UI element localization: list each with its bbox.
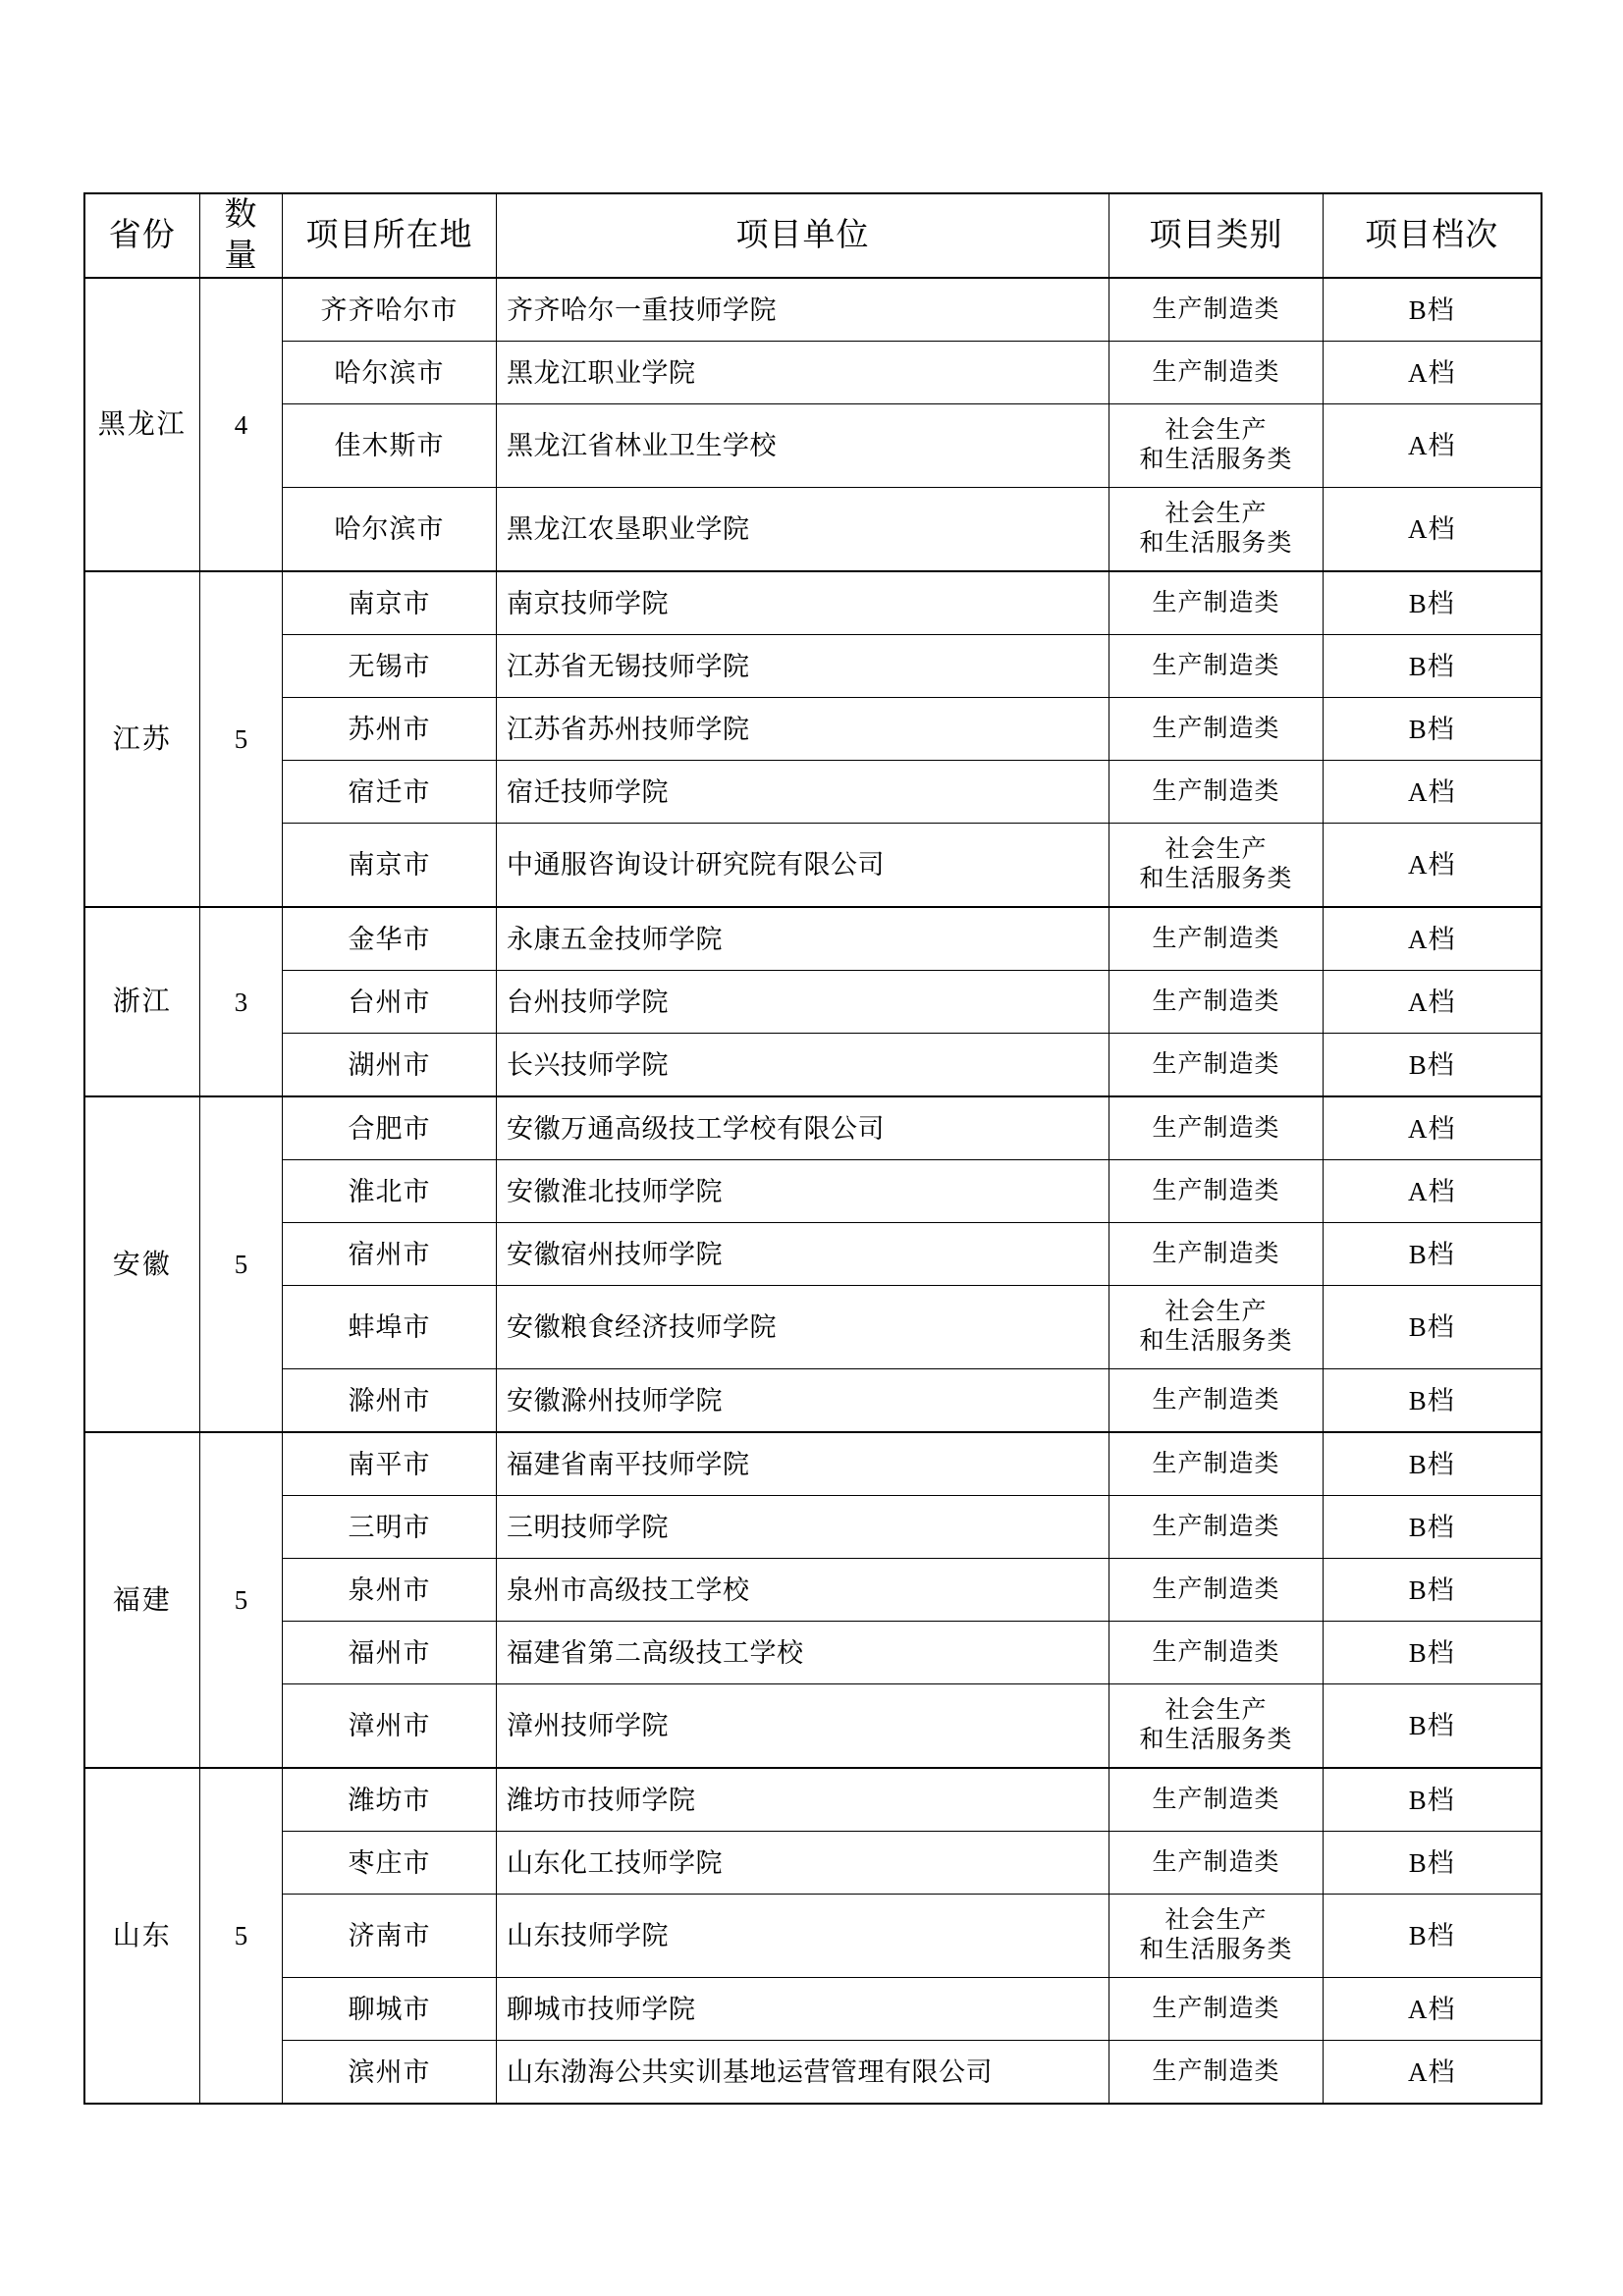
category-line: 社会生产 — [1164, 1696, 1268, 1724]
cell-location: 聊城市 — [283, 1978, 497, 2041]
cell-category: 生产制造类 — [1109, 1369, 1324, 1433]
cell-category: 生产制造类 — [1109, 1496, 1324, 1559]
cell-unit: 江苏省苏州技师学院 — [497, 698, 1109, 761]
cell-location: 福州市 — [283, 1622, 497, 1684]
category-line: 和生活服务类 — [1139, 1937, 1293, 1964]
cell-category: 生产制造类 — [1109, 1978, 1324, 2041]
cell-location: 南平市 — [283, 1432, 497, 1496]
cell-category: 生产制造类 — [1109, 907, 1324, 971]
cell-grade: A档 — [1324, 824, 1542, 908]
cell-location: 潍坊市 — [283, 1768, 497, 1832]
cell-grade: B档 — [1324, 1895, 1542, 1978]
table-body — [84, 278, 1542, 2104]
table-header — [84, 193, 1542, 278]
table-row — [84, 1768, 1542, 1832]
cell-location: 台州市 — [283, 971, 497, 1034]
cell-category: 生产制造类 — [1109, 1832, 1324, 1895]
project-list-table — [83, 192, 1542, 2105]
cell-category: 生产制造类 — [1109, 1559, 1324, 1622]
table-row — [84, 971, 1542, 1034]
cell-location: 南京市 — [283, 824, 497, 908]
cell-category: 生产制造类 — [1109, 1096, 1324, 1160]
cell-grade: A档 — [1324, 907, 1542, 971]
cell-location: 无锡市 — [283, 635, 497, 698]
cell-unit: 长兴技师学院 — [497, 1034, 1109, 1097]
category-line: 社会生产 — [1164, 416, 1268, 444]
cell-unit: 山东渤海公共实训基地运营管理有限公司 — [497, 2041, 1109, 2105]
cell-grade: A档 — [1324, 1096, 1542, 1160]
cell-unit: 泉州市高级技工学校 — [497, 1559, 1109, 1622]
table-row — [84, 761, 1542, 824]
cell-category: 生产制造类 — [1109, 278, 1324, 342]
cell-category: 生产制造类 — [1109, 1622, 1324, 1684]
cell-category: 生产制造类 — [1109, 1223, 1324, 1286]
column-header-category: 项目类别 — [1109, 193, 1324, 278]
cell-unit: 三明技师学院 — [497, 1496, 1109, 1559]
column-header-count: 数量 — [200, 193, 283, 278]
cell-grade: A档 — [1324, 2041, 1542, 2105]
cell-unit: 山东技师学院 — [497, 1895, 1109, 1978]
cell-unit: 江苏省无锡技师学院 — [497, 635, 1109, 698]
cell-grade: A档 — [1324, 971, 1542, 1034]
cell-unit: 安徽万通高级技工学校有限公司 — [497, 1096, 1109, 1160]
cell-unit: 永康五金技师学院 — [497, 907, 1109, 971]
cell-grade: A档 — [1324, 1978, 1542, 2041]
cell-grade: B档 — [1324, 1622, 1542, 1684]
table-row — [84, 404, 1542, 488]
cell-grade: A档 — [1324, 761, 1542, 824]
cell-grade: B档 — [1324, 1832, 1542, 1895]
cell-category — [1109, 824, 1324, 908]
cell-unit: 山东化工技师学院 — [497, 1832, 1109, 1895]
cell-unit: 安徽宿州技师学院 — [497, 1223, 1109, 1286]
table-row — [84, 824, 1542, 908]
cell-location: 湖州市 — [283, 1034, 497, 1097]
cell-category: 生产制造类 — [1109, 342, 1324, 404]
cell-unit: 黑龙江农垦职业学院 — [497, 488, 1109, 572]
cell-unit: 安徽滁州技师学院 — [497, 1369, 1109, 1433]
table-row — [84, 2041, 1542, 2105]
cell-grade: A档 — [1324, 342, 1542, 404]
table-container — [83, 192, 1541, 2105]
cell-province: 山东 — [84, 1768, 200, 2104]
table-row — [84, 1096, 1542, 1160]
table-row — [84, 488, 1542, 572]
cell-count: 5 — [200, 1432, 283, 1768]
category-line: 社会生产 — [1164, 500, 1268, 527]
table-row — [84, 1369, 1542, 1433]
table-row — [84, 1978, 1542, 2041]
cell-count: 5 — [200, 571, 283, 907]
cell-location: 佳木斯市 — [283, 404, 497, 488]
category-line: 和生活服务类 — [1139, 1727, 1293, 1754]
column-header-province: 省份 — [84, 193, 200, 278]
cell-unit: 漳州技师学院 — [497, 1684, 1109, 1769]
cell-grade: B档 — [1324, 1559, 1542, 1622]
cell-province: 黑龙江 — [84, 278, 200, 571]
table-row — [84, 571, 1542, 635]
cell-count: 5 — [200, 1768, 283, 2104]
cell-category: 生产制造类 — [1109, 2041, 1324, 2105]
category-line: 社会生产 — [1164, 1298, 1268, 1325]
cell-grade: B档 — [1324, 1286, 1542, 1369]
cell-category — [1109, 1286, 1324, 1369]
cell-unit: 福建省第二高级技工学校 — [497, 1622, 1109, 1684]
cell-location: 滨州市 — [283, 2041, 497, 2105]
table-row — [84, 278, 1542, 342]
table-row — [84, 698, 1542, 761]
table-row — [84, 1432, 1542, 1496]
cell-grade: B档 — [1324, 1432, 1542, 1496]
cell-category: 生产制造类 — [1109, 571, 1324, 635]
cell-unit: 福建省南平技师学院 — [497, 1432, 1109, 1496]
category-line: 社会生产 — [1164, 835, 1268, 863]
cell-grade: A档 — [1324, 404, 1542, 488]
cell-unit: 齐齐哈尔一重技师学院 — [497, 278, 1109, 342]
cell-grade: B档 — [1324, 571, 1542, 635]
category-line: 和生活服务类 — [1139, 530, 1293, 558]
cell-province: 江苏 — [84, 571, 200, 907]
cell-province: 福建 — [84, 1432, 200, 1768]
table-row — [84, 1496, 1542, 1559]
cell-location: 哈尔滨市 — [283, 342, 497, 404]
category-line: 和生活服务类 — [1139, 1328, 1293, 1356]
cell-grade: B档 — [1324, 1034, 1542, 1097]
cell-count: 4 — [200, 278, 283, 571]
cell-unit: 潍坊市技师学院 — [497, 1768, 1109, 1832]
cell-location: 合肥市 — [283, 1096, 497, 1160]
cell-unit: 安徽粮食经济技师学院 — [497, 1286, 1109, 1369]
table-row — [84, 1559, 1542, 1622]
cell-unit: 聊城市技师学院 — [497, 1978, 1109, 2041]
cell-grade: B档 — [1324, 278, 1542, 342]
cell-location: 滁州市 — [283, 1369, 497, 1433]
cell-location: 齐齐哈尔市 — [283, 278, 497, 342]
table-row — [84, 1832, 1542, 1895]
cell-location: 蚌埠市 — [283, 1286, 497, 1369]
cell-location: 枣庄市 — [283, 1832, 497, 1895]
cell-category: 生产制造类 — [1109, 698, 1324, 761]
cell-unit: 宿迁技师学院 — [497, 761, 1109, 824]
cell-category: 生产制造类 — [1109, 635, 1324, 698]
cell-grade: B档 — [1324, 635, 1542, 698]
column-header-unit: 项目单位 — [497, 193, 1109, 278]
table-row — [84, 1034, 1542, 1097]
table-row — [84, 1895, 1542, 1978]
cell-unit: 黑龙江省林业卫生学校 — [497, 404, 1109, 488]
cell-location: 宿州市 — [283, 1223, 497, 1286]
header-row — [84, 193, 1542, 278]
cell-grade: B档 — [1324, 1684, 1542, 1769]
cell-category: 生产制造类 — [1109, 1034, 1324, 1097]
cell-count: 3 — [200, 907, 283, 1096]
cell-location: 南京市 — [283, 571, 497, 635]
category-line: 和生活服务类 — [1139, 866, 1293, 893]
cell-location: 哈尔滨市 — [283, 488, 497, 572]
cell-category — [1109, 1684, 1324, 1769]
cell-grade: B档 — [1324, 1496, 1542, 1559]
cell-unit: 安徽淮北技师学院 — [497, 1160, 1109, 1223]
table-row — [84, 342, 1542, 404]
category-line: 和生活服务类 — [1139, 447, 1293, 474]
cell-grade: B档 — [1324, 1369, 1542, 1433]
cell-category — [1109, 488, 1324, 572]
cell-category: 生产制造类 — [1109, 1432, 1324, 1496]
cell-category: 生产制造类 — [1109, 971, 1324, 1034]
column-header-grade: 项目档次 — [1324, 193, 1542, 278]
cell-category: 生产制造类 — [1109, 1768, 1324, 1832]
cell-category: 生产制造类 — [1109, 761, 1324, 824]
table-row — [84, 1622, 1542, 1684]
table-row — [84, 1286, 1542, 1369]
cell-unit: 南京技师学院 — [497, 571, 1109, 635]
table-row — [84, 1160, 1542, 1223]
cell-location: 济南市 — [283, 1895, 497, 1978]
cell-category — [1109, 404, 1324, 488]
table-row — [84, 1684, 1542, 1769]
table-row — [84, 1223, 1542, 1286]
cell-grade: B档 — [1324, 1223, 1542, 1286]
cell-location: 苏州市 — [283, 698, 497, 761]
category-line: 社会生产 — [1164, 1906, 1268, 1934]
cell-category — [1109, 1895, 1324, 1978]
cell-province: 浙江 — [84, 907, 200, 1096]
cell-location: 三明市 — [283, 1496, 497, 1559]
cell-grade: B档 — [1324, 698, 1542, 761]
cell-grade: B档 — [1324, 1768, 1542, 1832]
cell-grade: A档 — [1324, 1160, 1542, 1223]
cell-unit: 中通服咨询设计研究院有限公司 — [497, 824, 1109, 908]
cell-location: 泉州市 — [283, 1559, 497, 1622]
cell-location: 淮北市 — [283, 1160, 497, 1223]
cell-location: 宿迁市 — [283, 761, 497, 824]
cell-unit: 黑龙江职业学院 — [497, 342, 1109, 404]
column-header-location: 项目所在地 — [283, 193, 497, 278]
cell-grade: A档 — [1324, 488, 1542, 572]
table-row — [84, 907, 1542, 971]
cell-province: 安徽 — [84, 1096, 200, 1432]
cell-count: 5 — [200, 1096, 283, 1432]
cell-unit: 台州技师学院 — [497, 971, 1109, 1034]
cell-location: 漳州市 — [283, 1684, 497, 1769]
cell-category: 生产制造类 — [1109, 1160, 1324, 1223]
cell-location: 金华市 — [283, 907, 497, 971]
table-row — [84, 635, 1542, 698]
